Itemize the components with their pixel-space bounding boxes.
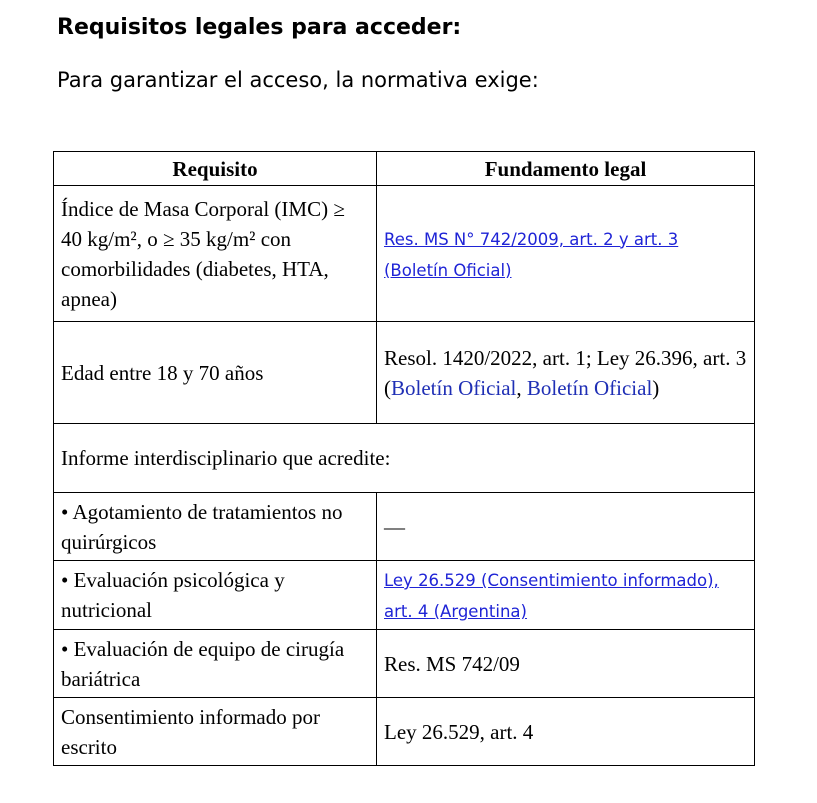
legal-text: Ley 26.529, art. 4 bbox=[384, 719, 534, 744]
requirement-cell bbox=[54, 322, 377, 424]
legal-link-res-742-2009[interactable]: Res. MS N° 742/2009, art. 2 y art. 3 (Boletín Oficial) bbox=[384, 229, 679, 280]
boletin-oficial-link-1[interactable]: Boletín Oficial bbox=[391, 375, 517, 400]
subsection-cell bbox=[54, 424, 755, 493]
header-legal-basis: Fundamento legal bbox=[377, 152, 755, 186]
requirement-text: • Agotamiento de tratamientos no quirúrgicos bbox=[61, 499, 343, 554]
subsection-text: Informe interdisciplinario que acredite: bbox=[61, 446, 391, 470]
table-header-row bbox=[54, 152, 755, 186]
requirement-text: • Evaluación psicológica y nutricional bbox=[61, 568, 285, 622]
intro-paragraph: Para garantizar el acceso, la normativa exige: bbox=[57, 68, 539, 92]
boletin-oficial-link-2[interactable]: Boletín Oficial bbox=[526, 375, 653, 400]
requirements-table bbox=[53, 151, 755, 766]
requirement-cell bbox=[54, 493, 377, 561]
requirement-cell bbox=[54, 698, 377, 766]
em-dash: — bbox=[384, 514, 405, 539]
table-row bbox=[54, 561, 755, 630]
table-row bbox=[54, 186, 755, 322]
requirement-text: Consentimiento informado por escrito bbox=[61, 704, 320, 759]
legal-basis-cell bbox=[377, 561, 755, 630]
legal-basis-cell bbox=[377, 322, 755, 424]
section-heading: Requisitos legales para acceder: bbox=[57, 15, 462, 40]
legal-separator: , bbox=[516, 375, 527, 400]
table-row bbox=[54, 424, 755, 493]
table-row bbox=[54, 630, 755, 698]
header-requirement: Requisito bbox=[54, 152, 377, 186]
legal-basis-cell bbox=[377, 630, 755, 698]
table-row bbox=[54, 322, 755, 424]
requirement-cell bbox=[54, 561, 377, 630]
legal-text: Resol. 1420/2022, art. 1; Ley 26.396, art. 3 ( bbox=[384, 345, 747, 400]
requirement-cell bbox=[54, 186, 377, 322]
requirement-text: Índice de Masa Corporal (IMC) ≥ 40 kg/m², o ≥ 35 kg/m² con comorbilidades (diabetes, HTA, apnea) bbox=[61, 196, 345, 311]
legal-text-close: ) bbox=[652, 375, 660, 400]
table-row bbox=[54, 698, 755, 766]
legal-basis-cell bbox=[377, 186, 755, 322]
requirement-text: Edad entre 18 y 70 años bbox=[61, 360, 264, 385]
legal-text: Res. MS 742/09 bbox=[384, 651, 520, 676]
table-row bbox=[54, 493, 755, 561]
requirement-text: • Evaluación de equipo de cirugía bariátrica bbox=[61, 636, 345, 691]
legal-basis-cell bbox=[377, 493, 755, 561]
legal-basis-cell bbox=[377, 698, 755, 766]
legal-link-ley-26529[interactable]: Ley 26.529 (Consentimiento informado), art. 4 (Argentina) bbox=[384, 571, 719, 621]
requirement-cell bbox=[54, 630, 377, 698]
